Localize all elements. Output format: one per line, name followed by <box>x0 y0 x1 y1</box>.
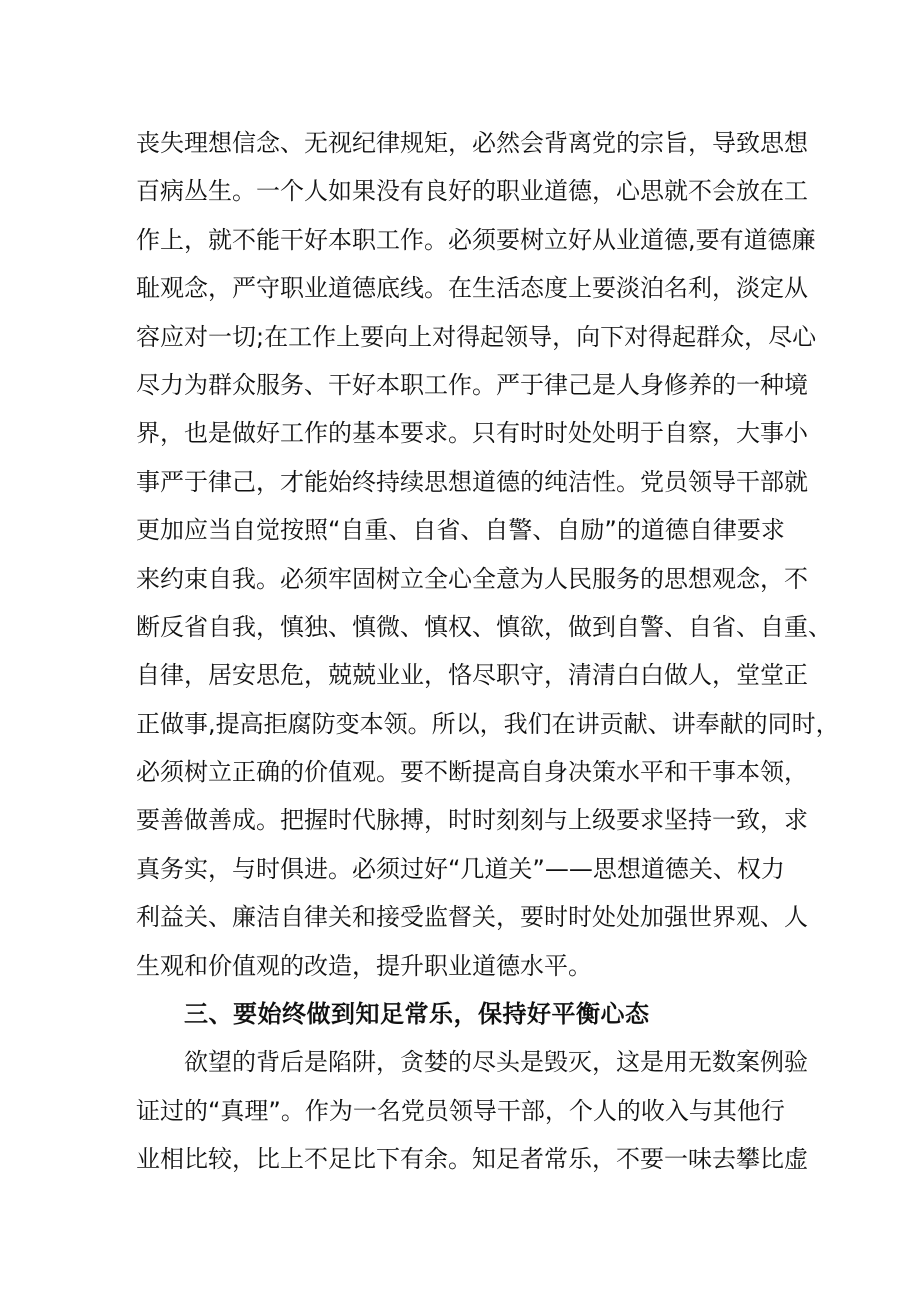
paragraph-line: 丧失理想信念、无视纪律规矩，必然会背离党的宗旨，导致思想 <box>136 129 808 157</box>
paragraph-line: 尽力为群众服务、干好本职工作。严于律己是人身修养的一种境 <box>136 370 808 399</box>
paragraph-line: 欲望的背后是陷阱，贪婪的尽头是毁灭，这是用无数案例验 <box>184 1048 808 1077</box>
paragraph-line: 更加应当自觉按照“自重、自省、自警、自励”的道德自律要求 <box>136 516 785 545</box>
paragraph-line: 真务实，与时俱进。必须过好“几道关”——思想道德关、权力 <box>136 854 785 883</box>
paragraph-line: 百病丛生。一个人如果没有良好的职业道德，心思就不会放在工 <box>136 177 808 206</box>
paragraph-line: 作上，就不能干好本职工作。必须要树立好从业道德,要有道德廉 <box>136 225 816 254</box>
paragraph-line: 断反省自我，慎独、慎微、慎权、慎欲，做到自警、自省、自重、 <box>136 612 832 641</box>
paragraph-line: 容应对一切;在工作上要向上对得起领导，向下对得起群众，尽心 <box>136 322 817 351</box>
paragraph-line: 业相比较，比上不足比下有余。知足者常乐，不要一味去攀比虚 <box>136 1145 808 1174</box>
paragraph-line: 证过的“真理”。作为一名党员领导干部，个人的收入与其他行 <box>136 1096 785 1125</box>
paragraph-line: 要善做善成。把握时代脉搏，时时刻刻与上级要求坚持一致，求 <box>136 806 808 835</box>
paragraph-line: 正做事,提高拒腐防变本领。所以，我们在讲贡献、讲奉献的同时， <box>136 709 840 738</box>
paragraph-line: 来约束自我。必须牢固树立全心全意为人民服务的思想观念，不 <box>136 564 808 593</box>
document-body <box>136 119 840 1184</box>
section-heading: 三、要始终做到知足常乐，保持好平衡心态 <box>184 1000 650 1029</box>
paragraph-line: 事严于律己，才能始终持续思想道德的纯洁性。党员领导干部就 <box>136 467 808 496</box>
paragraph-line: 耻观念，严守职业道德底线。在生活态度上要淡泊名利，淡定从 <box>136 274 808 303</box>
paragraph-line: 生观和价值观的改造，提升职业道德水平。 <box>136 951 592 980</box>
paragraph-line: 利益关、廉洁自律关和接受监督关，要时时处处加强世界观、人 <box>136 903 808 932</box>
paragraph-line: 界，也是做好工作的基本要求。只有时时处处明于自察，大事小 <box>136 419 808 448</box>
paragraph-line: 必须树立正确的价值观。要不断提高自身决策水平和干事本领， <box>136 758 808 787</box>
paragraph-line: 自律，居安思危，兢兢业业，恪尽职守，清清白白做人，堂堂正 <box>136 661 808 690</box>
